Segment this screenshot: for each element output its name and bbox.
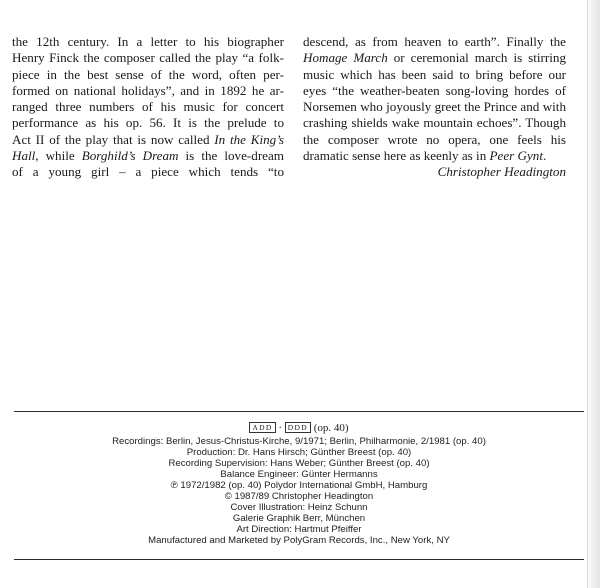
divider-top: [14, 411, 584, 412]
essay-line: ranged three numbers of his music for concert: [12, 99, 284, 115]
credit-line: ℗ 1972/1982 (op. 40) Polydor International GmbH, Hamburg: [170, 480, 428, 492]
essay-line: Hall, while Borghild’s Dream is the love-dream: [12, 148, 284, 164]
credit-line: Production: Dr. Hans Hirsch; Günther Breest (op. 40): [186, 447, 412, 459]
essay-line: dramatic sense here as keenly as in Peer Gynt.: [303, 148, 547, 164]
code-note: (op. 40): [313, 422, 349, 434]
essay-line: the composer wrote no opera, one feels his: [303, 131, 566, 147]
page-edge-line: [587, 0, 588, 588]
essay-line: piece in the best sense of the word, often per-: [12, 66, 284, 82]
recording-code-badge: DDD: [285, 422, 311, 433]
credit-line: Art Direction: Hartmut Pfeiffer: [236, 524, 362, 536]
code-separator: ·: [278, 422, 283, 434]
recording-code-badge: ADD: [249, 422, 275, 433]
essay-line: of a young girl – a piece which tends “to: [12, 164, 284, 180]
essay-line: formed on national holidays”, and in 1892 he ar-: [12, 82, 284, 98]
credit-line: Recordings: Berlin, Jesus-Christus-Kirche, 9/1971; Berlin, Philharmonie, 2/1981 (op. 40): [112, 436, 486, 448]
essay-line: performance as his op. 56. It is the prelude to: [12, 115, 284, 131]
essay-line: music which has been said to bring before our: [303, 66, 566, 82]
essay-line: eyes “the weather-beaten song-loving hordes of: [303, 82, 566, 98]
essay-line: Henry Finck the composer called the play “a folk-: [12, 50, 284, 66]
credit-line: Balance Engineer: Günter Hermanns: [220, 469, 378, 481]
work-title: In the King’s: [214, 131, 284, 147]
essay-right-column: [303, 34, 566, 181]
divider-bottom: [14, 559, 584, 560]
credits-block: [14, 422, 584, 547]
essay-line: Act II of the play that is now called In the King’s: [12, 131, 284, 147]
credit-line: Recording Supervision: Hans Weber; Günther Breest (op. 40): [168, 458, 430, 470]
page-edge: [588, 0, 600, 588]
work-title: Borghild’s Dream: [81, 148, 179, 164]
credit-line: Cover Illustration: Heinz Schunn: [230, 502, 368, 514]
credit-line: Manufactured and Marketed by PolyGram Records, Inc., New York, NY: [148, 535, 450, 547]
credit-line: Galerie Graphik Berr, München: [232, 513, 366, 525]
essay-line: Norsemen who joyously greet the Prince and with: [303, 99, 566, 115]
essay-left-column: [12, 34, 284, 181]
author-signature: Christopher Headington: [437, 164, 566, 180]
essay-line: descend, as from heaven to earth”. Finally the: [303, 34, 566, 49]
work-title: Homage March: [303, 50, 388, 66]
essay-line: the 12th century. In a letter to his biographer: [12, 34, 284, 49]
recording-code-line: [14, 422, 584, 434]
work-title: Hall: [12, 148, 36, 164]
work-title: Peer Gynt: [489, 148, 543, 164]
essay-line: Homage March or ceremonial march is stirring: [303, 50, 566, 66]
essay-line: crashing shields wake mountain echoes”. Though: [303, 115, 566, 131]
credit-line: © 1987/89 Christopher Headington: [224, 491, 374, 503]
